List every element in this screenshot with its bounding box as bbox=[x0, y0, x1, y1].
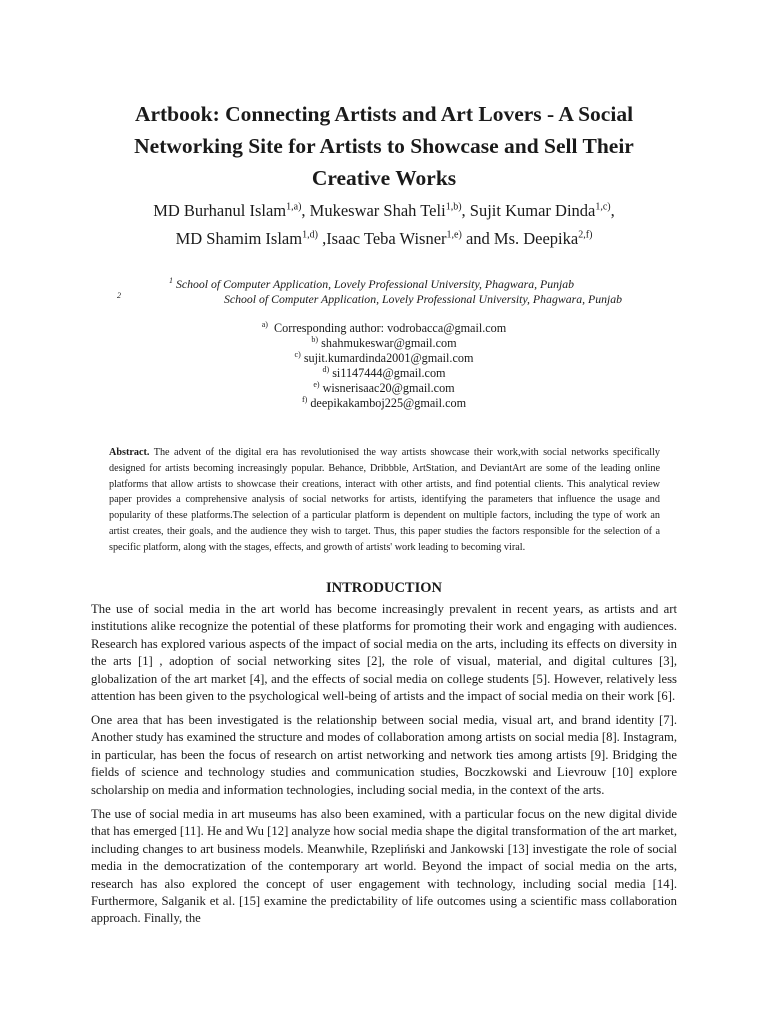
body-paragraph: One area that has been investigated is the relationship between social media, visual art, and brand identity [7]. Another study has examined the structure and modes of collaboration among artists on social media [8]. Instagram, in particular, has been the focus of research on artist networking and network ties among artists [9]. Bridging the fields of science and technology studies and communication studies, Boczkowski and Lievrouw [10] explore scholarship on media and information technologies, including social media, in the context of the arts. bbox=[91, 713, 677, 797]
title-line: Networking Site for Artists to Showcase and Sell Their bbox=[134, 134, 634, 158]
email-line bbox=[184, 351, 584, 366]
author-separator: , bbox=[461, 201, 470, 220]
author-name: Ms. Deepika bbox=[493, 229, 579, 248]
affiliation-2 bbox=[117, 291, 622, 307]
title-line: Artbook: Connecting Artists and Art Lovers - A Social bbox=[134, 102, 634, 126]
abstract-text: The advent of the digital era has revolutionised the way artists showcase their work,with social networks specifically designed for artists becoming increasingly popular. Behance, Dribbble, ArtStation, and DeviantArt are some of the leading online platforms that allow artists to showcase their creations, interact with other artists, and find potential clients. This analytical review paper provides a comprehensive analysis of social networks for artists, identifying the parameters that influence the usage and popularity of these platforms.The selection of a particular platform is dependent on multiple factors, including the type of work an artist creates, their goals, and the audience they wish to target. Thus, this paper studies the factors responsible for the selection of a specific platform, along with the stages, effects, and growth of artists' work leading to becoming viral. bbox=[109, 447, 660, 553]
affiliation-mark: 1 bbox=[169, 276, 173, 286]
abstract bbox=[109, 445, 660, 556]
author-affiliation-mark: 1,e) bbox=[446, 229, 462, 241]
author-line bbox=[84, 225, 684, 253]
author-name: Mukeswar Shah Teli bbox=[309, 201, 446, 220]
author-name: Isaac Teba Wisner bbox=[326, 229, 447, 248]
author-affiliation-mark: 1,b) bbox=[445, 201, 462, 213]
email-mark: f) bbox=[301, 394, 308, 404]
author-separator: , bbox=[610, 201, 615, 220]
email-mark: d) bbox=[322, 364, 330, 374]
affiliation-mark: 2 bbox=[117, 291, 121, 301]
abstract-label: Abstract. bbox=[109, 447, 150, 458]
email-text: shahmukeswar@gmail.com bbox=[321, 336, 457, 350]
author-affiliation-mark: 1,d) bbox=[302, 229, 318, 241]
affiliation-text: School of Computer Application, Lovely Professional University, Phagwara, Punjab bbox=[175, 277, 575, 291]
author-separator: , bbox=[301, 201, 310, 220]
email-text: si1147444@gmail.com bbox=[332, 366, 446, 380]
email-line bbox=[184, 336, 584, 351]
email-line bbox=[184, 321, 584, 336]
email-list bbox=[184, 321, 584, 411]
affiliation-1 bbox=[169, 276, 574, 292]
author-line bbox=[84, 197, 684, 225]
body-paragraph: The use of social media in art museums has also been examined, with a particular focus on the new digital divide that has emerged [11]. He and Wu [12] analyze how social media shape the digital transformation of the art market, including changes to art business models. Meanwhile, Rzepliński and Jankowski [13] investigate the role of social media in the democratization of the contemporary art world. Beyond the impact of social media on the arts, research has also explored the concept of user engagement with technology, including social media [14]. Furthermore, Salganik et al. [15] examine the predictability of life outcomes using a scientific mass collaboration approach. Finally, the bbox=[91, 807, 677, 926]
body-paragraph: The use of social media in the art world has become increasingly prevalent in recent years, as artists and art institutions alike recognize the potential of these platforms for promoting their work and engaging with audiences. Research has explored various aspects of the impact of social media on the arts, including its effects on diversity in the arts [1] , adoption of social networking sites [2], the role of visual, material, and digital cultures [3], globalization of the art market [4], and the effects of social media on college students [5]. However, relatively less attention has been given to the psychological well-being of artists and the impact of social media on their work [6]. bbox=[91, 602, 677, 704]
email-line bbox=[184, 381, 584, 396]
paper-title bbox=[100, 98, 668, 194]
email-text: sujit.kumardinda2001@gmail.com bbox=[303, 351, 474, 365]
email-line bbox=[184, 396, 584, 411]
email-line bbox=[184, 366, 584, 381]
email-text: wisnerisaac20@gmail.com bbox=[322, 381, 455, 395]
email-mark: c) bbox=[294, 349, 301, 359]
author-affiliation-mark: 1,a) bbox=[286, 201, 302, 213]
email-mark: a) bbox=[261, 319, 268, 329]
author-name: MD Burhanul Islam bbox=[153, 201, 287, 220]
email-mark: e) bbox=[313, 379, 320, 389]
author-list bbox=[84, 197, 684, 253]
title-line: Creative Works bbox=[311, 166, 457, 190]
author-separator: , bbox=[317, 229, 327, 248]
author-affiliation-mark: 1,c) bbox=[595, 201, 611, 213]
author-name: Sujit Kumar Dinda bbox=[469, 201, 596, 220]
author-separator: and bbox=[461, 229, 494, 248]
section-heading: INTRODUCTION bbox=[325, 580, 442, 596]
affiliation-text: School of Computer Application, Lovely Professional University, Phagwara, Punjab bbox=[223, 292, 623, 306]
email-mark: b) bbox=[311, 334, 319, 344]
email-text: Corresponding author: vodrobacca@gmail.com bbox=[274, 321, 507, 335]
author-affiliation-mark: 2,f) bbox=[578, 229, 593, 241]
email-text: deepikakamboj225@gmail.com bbox=[310, 396, 467, 410]
author-name: MD Shamim Islam bbox=[175, 229, 303, 248]
